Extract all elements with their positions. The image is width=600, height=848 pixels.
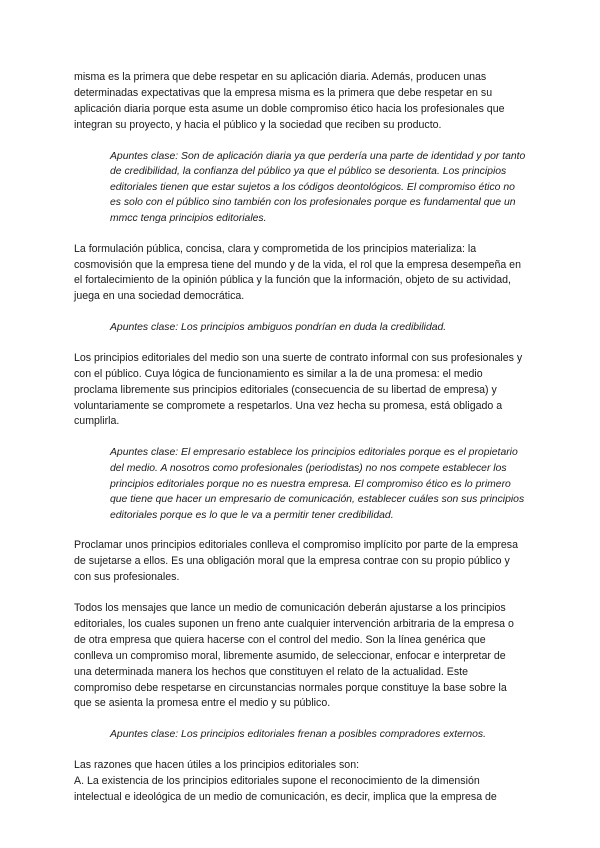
paragraph-implicit-commitment: Proclamar unos principios editoriales conlleva el compromiso implícito por parte de la empresa de sujetarse a ellos. Es una obligación moral que la empresa contrae con su propio público y con sus profesionales. [74, 539, 518, 584]
class-note-external-buyers: Apuntes clase: Los principios editoriales frenan a posibles compradores externos. [110, 729, 487, 741]
paragraph-reason-a: A. La existencia de los principios editoriales supone el reconocimiento de la dimensión intelectual e ideológica de un medio de comunicación, es decir, implica que la empresa de [74, 774, 497, 803]
class-note-ambiguous-principles: Apuntes clase: Los principios ambiguos pondrían en duda la credibilidad. [110, 322, 447, 334]
paragraph-informal-contract: Los principios editoriales del medio son una suerte de contrato informal con sus profesionales y con el público. Cuya lógica de funcionamiento es similar a la de una promesa: el medio proclama libremente sus principios editoriales (consecuencia de su libertad de empresa) y voluntariamente se compromete a respetarlos. Una vez hecha su promesa, está obligado a cumplirla. [74, 351, 523, 428]
paragraph-commitment: misma es la primera que debe respetar en su aplicación diaria. Además, producen unas determinadas expectativas que la empresa misma es la primera que debe respetar en su aplicación diaria porque esta asume un doble compromiso ético hacia los profesionales que integran su proyecto, y hacia el público y la sociedad que reciben su producto. [74, 71, 505, 131]
paragraph-all-messages: Todos los mensajes que lance un medio de comunicación deberán ajustarse a los principios editoriales, los cuales suponen un freno ante cualquier intervención arbitraria de la empresa o de otra empresa que quiera hacerse con el control del medio. Son la línea genérica que conlleva un compromiso moral, libremente asumido, de seleccionar, enfocar e interpretar de una determinada manera los hechos que constituyen el relato de la actualidad. Este compromiso debe respetarse en circunstancias normales porque constituye la base sobre la que se asienta la promesa entre el medio y su público. [74, 602, 514, 710]
paragraph-public-formulation: La formulación pública, concisa, clara y comprometida de los principios materializa: la cosmovisión que la empresa tiene del mundo y de la vida, el rol que la empresa desempeña en el fortalecimiento de la opinión pública y la función que la información, objeto de su actividad, juega en una sociedad democrática. [74, 242, 521, 303]
paragraph-reasons-intro: Las razones que hacen útiles a los principios editoriales son: [74, 758, 360, 771]
class-note-owner-principles: Apuntes clase: El empresario establece los principios editoriales porque es el propietario del medio. A nosotros como profesionales (periodistas) no nos compete establecer los principios editoriales porque no es nuestra empresa. El compromiso ético es lo primero que tiene que hacer un empresario de comunicación, establecer cuáles son sus principios editoriales porque es lo que le va a permitir tener credibilidad. [110, 447, 525, 521]
page-content [74, 70, 526, 821]
class-note-daily-application: Apuntes clase: Son de aplicación diaria ya que perdería una parte de identidad y por tanto de credibilidad, la confianza del público ya que el público se desorienta. Los principios editoriales tienen que estar sujetos a los códigos deontológicos. El compromiso ético no es solo con el público sino también con los profesionales porque es fundamental que un mmcc tenga principios editoriales. [110, 150, 526, 224]
